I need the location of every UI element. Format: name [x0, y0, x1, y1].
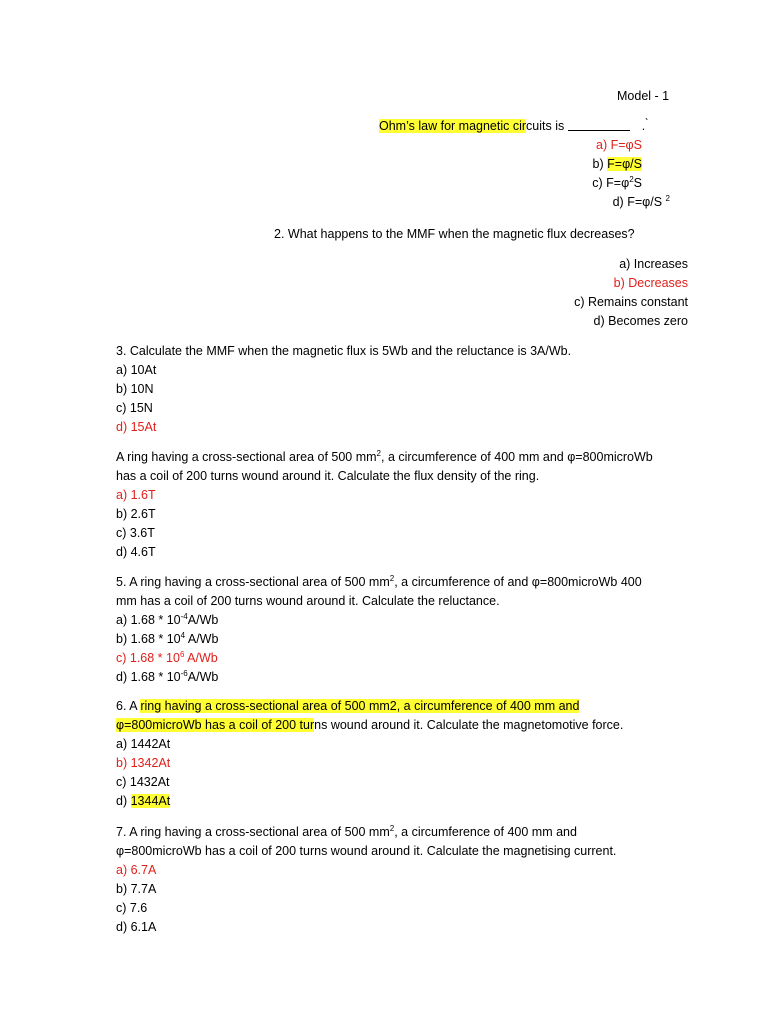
q1-option-c-sup: 2 — [629, 175, 634, 184]
q5-option-c — [116, 650, 218, 666]
q5-option-a-text: a) 1.68 * 10 — [116, 613, 181, 627]
q5-option-a-tail: A/Wb — [187, 613, 219, 627]
q5-stem-sup: 2 — [389, 574, 395, 583]
q1-option-d-text: d) F=φ/S — [612, 195, 663, 209]
q5-option-b — [116, 631, 218, 647]
q5-stem-line2: mm has a coil of 200 turns wound around it. Calculate the reluctance. — [116, 594, 500, 608]
q7-stem-line1 — [116, 824, 577, 840]
q5-option-c-sup: 6 — [179, 650, 185, 659]
q4-stem-line2: has a coil of 200 turns wound around it. Calculate the flux density of the ring. — [116, 469, 540, 483]
q2-option-a: a) Increases — [619, 257, 688, 271]
q6-stem-line1 — [116, 698, 579, 714]
q7-option-d: d) 6.1A — [116, 920, 157, 934]
q7-stem-text-a: 7. A ring having a cross-sectional area of 500 mm — [116, 825, 390, 839]
q5-stem-text-a: 5. A ring having a cross-sectional area of 500 mm — [116, 575, 390, 589]
q1-option-c — [592, 175, 642, 191]
q7-stem-text-b: , a circumference of 400 mm and — [394, 825, 577, 839]
q3-option-d: d) 15At — [116, 420, 157, 434]
q3-option-b: b) 10N — [116, 382, 154, 396]
q1-stem-text: cuits is — [526, 119, 565, 133]
q1-stem-end: . ̀ — [641, 119, 649, 133]
q1-option-d-sup: 2 — [665, 194, 670, 203]
q5-option-a-sup: -4 — [180, 612, 188, 621]
q4-option-c: c) 3.6T — [116, 526, 155, 540]
q4-option-d: d) 4.6T — [116, 545, 156, 559]
q5-option-d-tail: A/Wb — [187, 670, 219, 684]
q4-stem-text-b: , a circumference of 400 mm and φ=800microWb — [381, 450, 653, 464]
q7-stem-sup: 2 — [389, 824, 395, 833]
q5-stem-text-b: , a circumference of and φ=800microWb 400 — [394, 575, 642, 589]
q1-option-b-label: b) — [592, 157, 608, 171]
q6-stem-line2 — [116, 717, 623, 733]
q7-option-c: c) 7.6 — [116, 901, 148, 915]
q5-option-d-sup: -6 — [180, 669, 188, 678]
q5-option-a — [116, 612, 218, 628]
q5-option-d-text: d) 1.68 * 10 — [116, 670, 181, 684]
q3-option-c: c) 15N — [116, 401, 153, 415]
q2-option-b: b) Decreases — [613, 276, 688, 290]
q3-option-a: a) 10At — [116, 363, 157, 377]
q1-option-d — [613, 194, 670, 210]
q7-option-b: b) 7.7A — [116, 882, 157, 896]
q6-option-b: b) 1342At — [116, 756, 171, 770]
q1-stem — [379, 118, 649, 134]
q2-option-d: d) Becomes zero — [593, 314, 688, 328]
q6-stem-text: ns wound around it. Calculate the magnetomotive force. — [314, 718, 624, 732]
q1-option-c-text: c) F=φ — [592, 176, 630, 190]
q5-stem-line1 — [116, 574, 642, 590]
q5-option-c-tail: A/Wb — [184, 651, 218, 665]
q3-stem: 3. Calculate the MMF when the magnetic flux is 5Wb and the reluctance is 3A/Wb. — [116, 344, 572, 358]
q1-option-b-highlight: F=φ/S — [607, 157, 642, 171]
q6-stem-highlight-1: ring having a cross-sectional area of 500 mm2, a circumference of 400 mm and — [140, 699, 580, 713]
q6-option-d — [116, 793, 170, 809]
q7-option-a: a) 6.7A — [116, 863, 157, 877]
q5-option-b-tail: A/Wb — [185, 632, 219, 646]
q5-option-c-text: c) 1.68 * 10 — [116, 651, 180, 665]
q6-stem-prefix: 6. A — [116, 699, 141, 713]
q5-option-d — [116, 669, 218, 685]
q1-option-b — [593, 156, 642, 172]
q5-option-b-text: b) 1.68 * 10 — [116, 632, 181, 646]
q4-stem-text-a: A ring having a cross-sectional area of 500 mm — [116, 450, 377, 464]
q1-option-a: a) F=φS — [596, 138, 642, 152]
q6-option-d-highlight: 1344At — [130, 794, 171, 808]
q4-stem-sup: 2 — [376, 449, 381, 458]
q1-stem-highlight: Ohm’s law for magnetic cir — [379, 119, 527, 133]
q7-stem-line2: φ=800microWb has a coil of 200 turns wound around it. Calculate the magnetising current. — [116, 844, 617, 858]
q6-option-d-label: d) — [116, 794, 131, 808]
q2-stem: 2. What happens to the MMF when the magnetic flux decreases? — [274, 227, 635, 241]
q4-stem-line1 — [116, 449, 653, 465]
q5-option-b-sup: 4 — [180, 631, 186, 640]
q4-option-a: a) 1.6T — [116, 488, 156, 502]
q2-option-c: c) Remains constant — [574, 295, 688, 309]
q6-option-c: c) 1432At — [116, 775, 170, 789]
model-label: Model - 1 — [617, 89, 670, 103]
q4-option-b: b) 2.6T — [116, 507, 156, 521]
q6-stem-highlight-2: φ=800microWb has a coil of 200 tur — [116, 718, 315, 732]
q1-blank — [568, 119, 630, 131]
q1-option-c-tail: S — [633, 176, 642, 190]
q6-option-a: a) 1442At — [116, 737, 171, 751]
